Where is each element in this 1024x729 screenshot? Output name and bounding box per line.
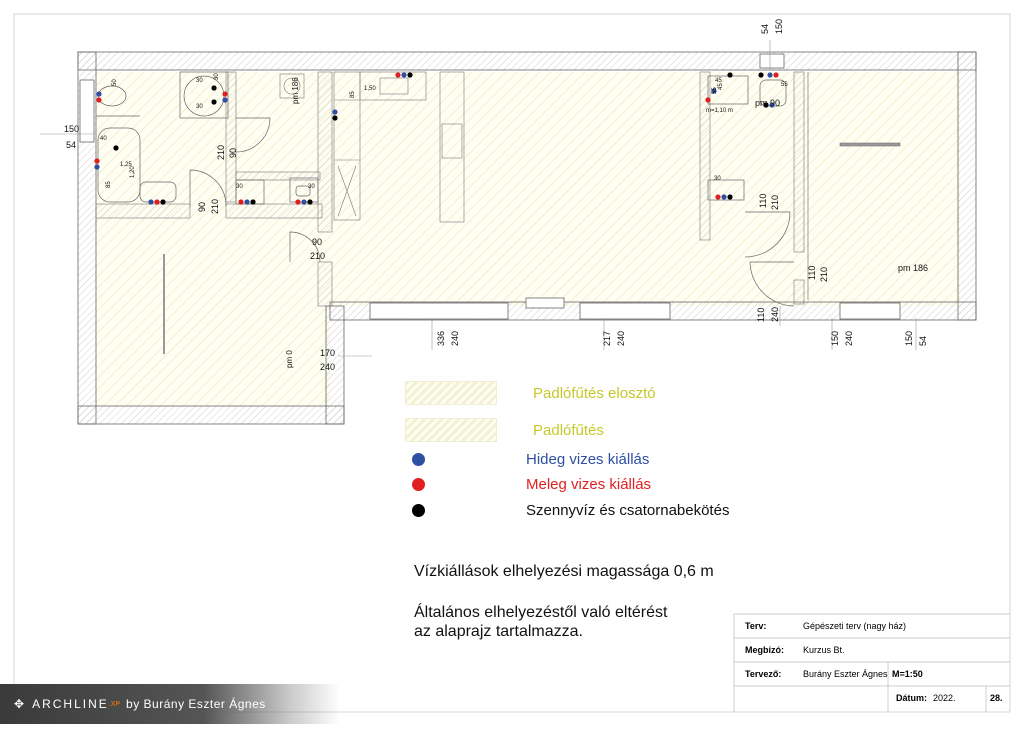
sewer-dot xyxy=(412,504,425,517)
hot-water-point xyxy=(295,199,300,204)
door-height-label: 210 xyxy=(216,144,226,160)
fixture-dim: 40 xyxy=(100,136,107,142)
window-height-label: 150 xyxy=(774,18,784,34)
hot-water-point xyxy=(715,194,720,199)
window-width-label: 110 xyxy=(756,307,766,322)
fixture-dim: 30 xyxy=(714,176,721,182)
title-block xyxy=(734,614,1010,712)
door-width-label: 90 xyxy=(312,237,323,247)
fixture-dim: 1,50 xyxy=(364,86,376,92)
hot-water-point xyxy=(94,158,99,163)
sewer-point xyxy=(332,115,337,120)
sewer-point xyxy=(160,199,165,204)
legend-item-cold-water xyxy=(405,451,649,468)
cold-water-point xyxy=(94,164,99,169)
date-label: Dátum: xyxy=(896,693,927,703)
fixture-dim: 45 xyxy=(715,78,722,84)
fixture-dim: 30 xyxy=(308,184,315,190)
sewer-point xyxy=(113,145,118,150)
door-width-label: 90 xyxy=(197,201,207,212)
logo-suffix: .XP xyxy=(108,700,121,708)
title-row-designer xyxy=(734,662,923,686)
door-width-label: 110 xyxy=(807,265,817,280)
legend-label: Hideg vizes kiállás xyxy=(526,451,650,468)
window-height-label: 240 xyxy=(450,330,460,346)
door-height-label: 210 xyxy=(819,266,829,282)
legend-label: Meleg vizes kiállás xyxy=(526,476,652,493)
sewer-point xyxy=(727,194,732,199)
cold-water-point xyxy=(301,199,306,204)
legend-item-heating-distributor xyxy=(405,381,656,405)
fixture-dim: 85 xyxy=(106,181,112,188)
deviation-note-line1: Általános elhelyezéstől való eltérést xyxy=(414,604,668,621)
window-height-label: 240 xyxy=(770,306,780,322)
sewer-point xyxy=(758,72,763,77)
sewer-point xyxy=(407,72,412,77)
hot-water-point xyxy=(705,97,710,102)
sewer-point xyxy=(307,199,312,204)
room-height-label: pm 186 xyxy=(291,77,300,104)
window-height-label: 240 xyxy=(616,330,626,346)
hot-water-dot xyxy=(412,478,425,491)
room-height-label: pm 90 xyxy=(755,98,781,108)
sewer-point xyxy=(250,199,255,204)
fixture-dim: 30 xyxy=(196,78,203,84)
door-height-label: 210 xyxy=(210,198,220,214)
cold-water-point xyxy=(96,91,101,96)
door-width-label: 90 xyxy=(228,147,238,158)
floor-heating-area xyxy=(96,72,960,406)
window-width-label: 170 xyxy=(320,348,336,358)
sewer-point xyxy=(727,72,732,77)
cold-water-point xyxy=(244,199,249,204)
byline: by Burány Eszter Ágnes xyxy=(126,697,266,711)
fixture-dim: 55 xyxy=(781,82,788,88)
title-row-date xyxy=(890,686,956,710)
sewer-point xyxy=(211,99,216,104)
legend-item-sewer xyxy=(405,502,729,519)
door-width-label: 110 xyxy=(758,193,768,208)
cold-water-point xyxy=(767,72,772,77)
window-height-label: 54 xyxy=(918,335,928,346)
legend-label: Szennyvíz és csatornabekötés xyxy=(526,502,730,519)
fixture-dim: 30 xyxy=(236,184,243,190)
scale-value: M=1:50 xyxy=(892,669,923,679)
client-value: Kurzus Bt. xyxy=(803,645,845,655)
window-height-label: 240 xyxy=(320,362,336,372)
hot-water-point xyxy=(222,91,227,96)
fixture-dim: 45 xyxy=(718,83,724,90)
legend-label: Padlófűtés elosztó xyxy=(533,384,656,402)
door-height-label: 210 xyxy=(770,194,780,210)
sewer-point xyxy=(211,85,216,90)
window-height-label: 240 xyxy=(844,330,854,346)
floor-heating-swatch xyxy=(405,418,497,442)
designer-label: Tervező: xyxy=(745,669,782,679)
cold-water-point xyxy=(148,199,153,204)
window-width-label: 217 xyxy=(602,330,612,346)
legend-item-floor-heating xyxy=(405,418,604,442)
hot-water-point xyxy=(154,199,159,204)
date-value: 2022. xyxy=(933,693,956,703)
deviation-note-line2: az alaprajz tartalmazza. xyxy=(414,623,583,640)
fixture-dim: 30 xyxy=(196,104,203,110)
room-height-label: pm 186 xyxy=(898,263,929,273)
cold-water-point xyxy=(222,97,227,102)
window-width-label: 336 xyxy=(436,330,446,346)
logo-text: ARCHLINE xyxy=(32,697,109,711)
cold-water-dot xyxy=(412,453,425,466)
title-row-client xyxy=(734,638,845,662)
cold-water-point xyxy=(332,109,337,114)
sheet-number: 28. xyxy=(990,693,1003,703)
fixture-dim: 30 xyxy=(214,73,220,80)
room-height-label: pm 0 xyxy=(285,350,294,368)
height-note: Vízkiállások elhelyezési magassága 0,6 m xyxy=(414,563,714,580)
title-row-project xyxy=(734,614,906,638)
legend-label: Padlófűtés xyxy=(533,421,604,439)
designer-value: Burány Eszter Ágnes xyxy=(803,669,888,679)
hot-water-point xyxy=(773,72,778,77)
logo-icon: ✥ xyxy=(14,697,25,711)
fixture-dim: 85 xyxy=(350,91,356,98)
window-width-label: 150 xyxy=(830,330,840,346)
fixture-dim: 1,20 xyxy=(130,166,136,178)
heating-distributor-swatch xyxy=(405,381,497,405)
window-height-label: 54 xyxy=(66,140,77,150)
legend-item-hot-water xyxy=(405,476,651,493)
fixture-dim: 1,25 xyxy=(120,162,132,168)
fixture-dim: 55 xyxy=(712,87,718,94)
cold-water-point xyxy=(401,72,406,77)
hot-water-point xyxy=(395,72,400,77)
door-height-label: 210 xyxy=(310,251,326,261)
branding-bar xyxy=(0,684,340,724)
hot-water-point xyxy=(96,97,101,102)
project-label: Terv: xyxy=(745,621,767,631)
window-width-label: 150 xyxy=(904,330,914,346)
project-value: Gépészeti terv (nagy ház) xyxy=(803,621,907,631)
window-width-label: 150 xyxy=(64,124,80,134)
fixture-dim: m=1,10 m xyxy=(706,108,733,114)
fixture-dim: 50 xyxy=(112,79,118,86)
window-width-label: 54 xyxy=(760,23,770,34)
cold-water-point xyxy=(721,194,726,199)
client-label: Megbízó: xyxy=(745,645,784,655)
hot-water-point xyxy=(238,199,243,204)
